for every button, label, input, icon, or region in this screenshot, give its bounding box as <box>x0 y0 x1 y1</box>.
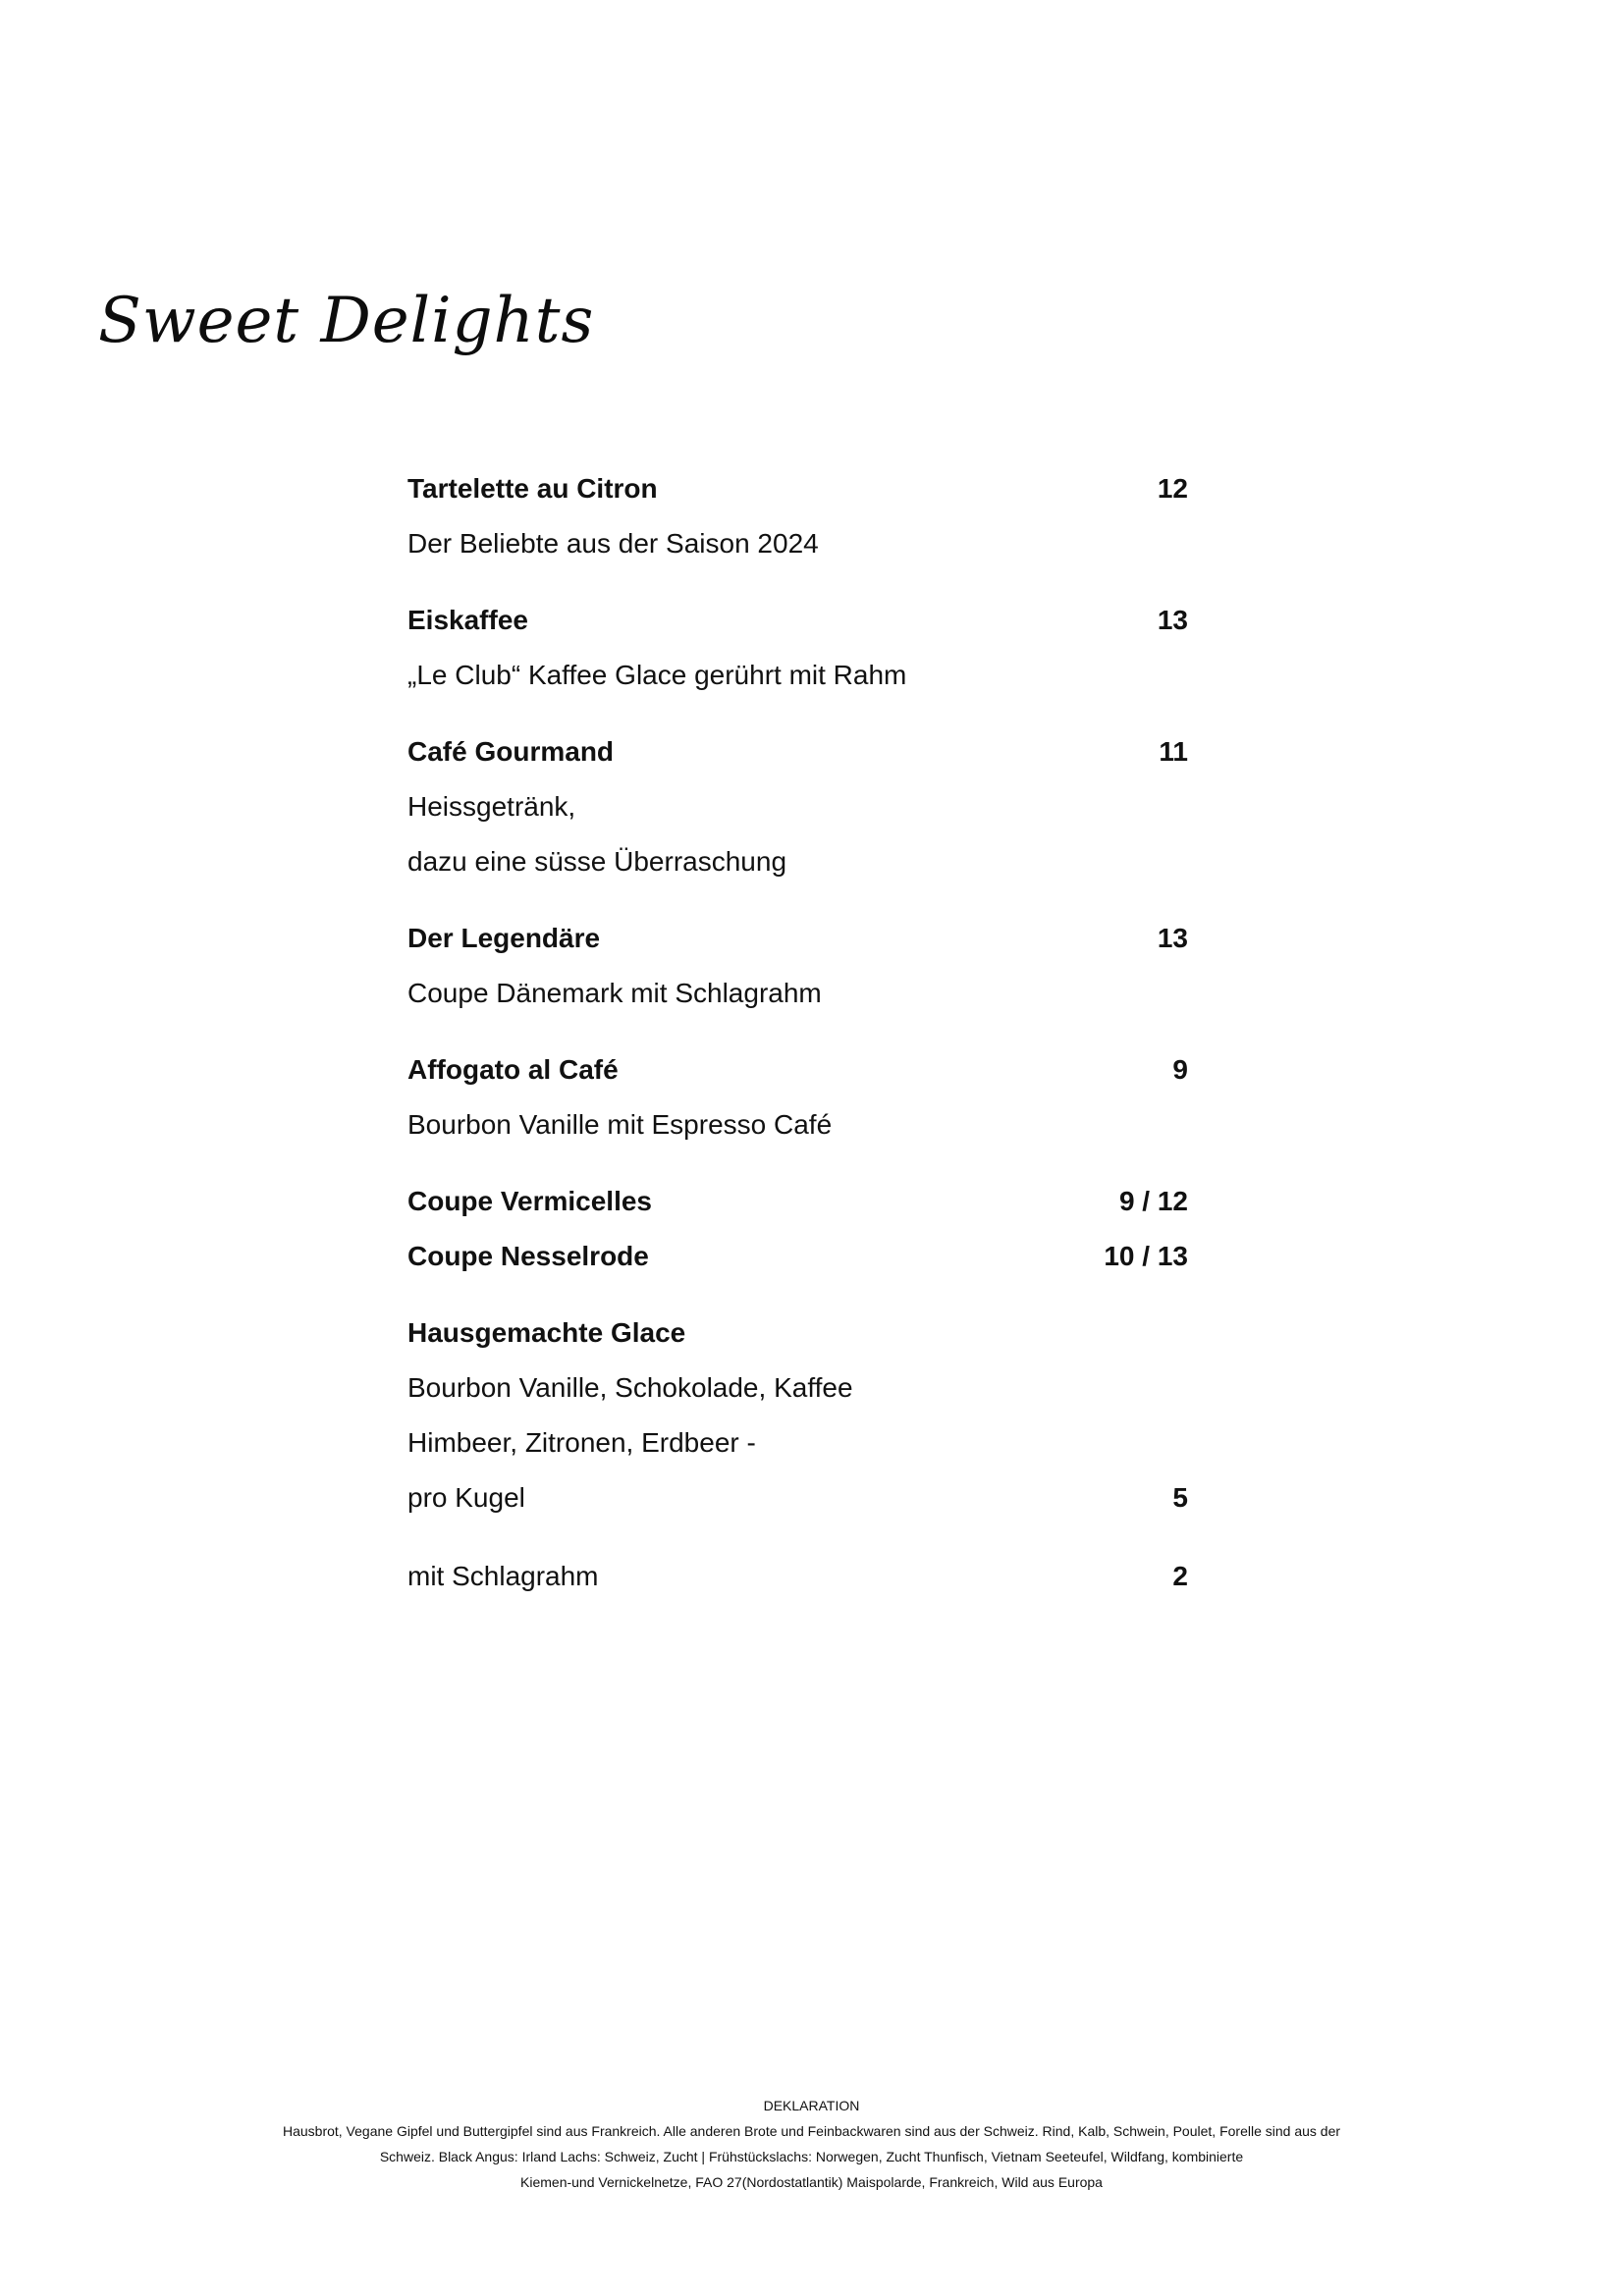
page-title: Sweet Delights <box>98 285 595 357</box>
item-price: 10 / 13 <box>1104 1241 1188 1271</box>
item-name: Eiskaffee <box>407 605 528 635</box>
glace-per-scoop <box>407 1470 1188 1525</box>
per-scoop-price: 5 <box>1172 1482 1188 1513</box>
menu-item-cafe-gourmand <box>407 724 1188 779</box>
per-scoop-label: pro Kugel <box>407 1482 525 1513</box>
declaration-line: Kiemen-und Vernickelnetze, FAO 27(Nordostatlantik) Maispolarde, Frankreich, Wild aus Europa <box>520 2174 1103 2190</box>
item-description: Himbeer, Zitronen, Erdbeer - <box>407 1427 756 1458</box>
declaration-line: Hausbrot, Vegane Gipfel und Buttergipfel sind aus Frankreich. Alle anderen Brote und Feinbackwaren sind aus der Schweiz. Rind, Kalb, Schwein, Poulet, Forelle sind aus der <box>282 2123 1341 2139</box>
declaration-title: DEKLARATION <box>763 2098 860 2113</box>
item-name: Tartelette au Citron <box>407 473 658 504</box>
item-description: „Le Club“ Kaffee Glace gerührt mit Rahm <box>407 660 907 690</box>
menu-item-tartelette <box>407 461 1188 516</box>
menu-item-glace <box>407 1306 1188 1361</box>
item-price: 11 <box>1159 736 1188 767</box>
declaration-footer <box>0 2093 1623 2195</box>
menu-item-eiskaffee <box>407 593 1188 648</box>
item-name: Coupe Vermicelles <box>407 1186 653 1216</box>
item-name: Coupe Nesselrode <box>407 1241 649 1271</box>
item-name: Hausgemachte Glace <box>407 1317 686 1348</box>
item-description: Bourbon Vanille, Schokolade, Kaffee <box>407 1372 853 1403</box>
declaration-line: Schweiz. Black Angus: Irland Lachs: Schweiz, Zucht | Frühstückslachs: Norwegen, Zucht Thunfisch, Vietnam Seeteufel, Wildfang, kombinierte <box>379 2149 1244 2164</box>
menu-item-affogato <box>407 1042 1188 1097</box>
cream-price: 2 <box>1172 1561 1188 1591</box>
item-price: 9 / 12 <box>1118 1186 1188 1216</box>
menu-item-legendaere <box>407 911 1188 966</box>
item-price: 13 <box>1157 923 1188 953</box>
menu-item-nesselrode <box>407 1229 1188 1284</box>
item-price: 12 <box>1157 473 1188 504</box>
cream-label: mit Schlagrahm <box>407 1561 599 1591</box>
item-description: Der Beliebte aus der Saison 2024 <box>407 528 819 559</box>
item-name: Affogato al Café <box>407 1054 619 1085</box>
glace-cream <box>407 1549 1188 1604</box>
item-description: dazu eine süsse Überraschung <box>407 846 787 877</box>
menu-item-vermicelles <box>407 1174 1188 1229</box>
item-description: Bourbon Vanille mit Espresso Café <box>407 1109 833 1140</box>
item-name: Der Legendäre <box>407 923 601 953</box>
item-price: 9 <box>1172 1054 1188 1085</box>
item-name: Café Gourmand <box>407 736 615 767</box>
item-description: Coupe Dänemark mit Schlagrahm <box>407 978 822 1008</box>
item-price: 13 <box>1157 605 1188 635</box>
item-description: Heissgetränk, <box>407 791 576 822</box>
dessert-menu <box>407 461 1188 1604</box>
